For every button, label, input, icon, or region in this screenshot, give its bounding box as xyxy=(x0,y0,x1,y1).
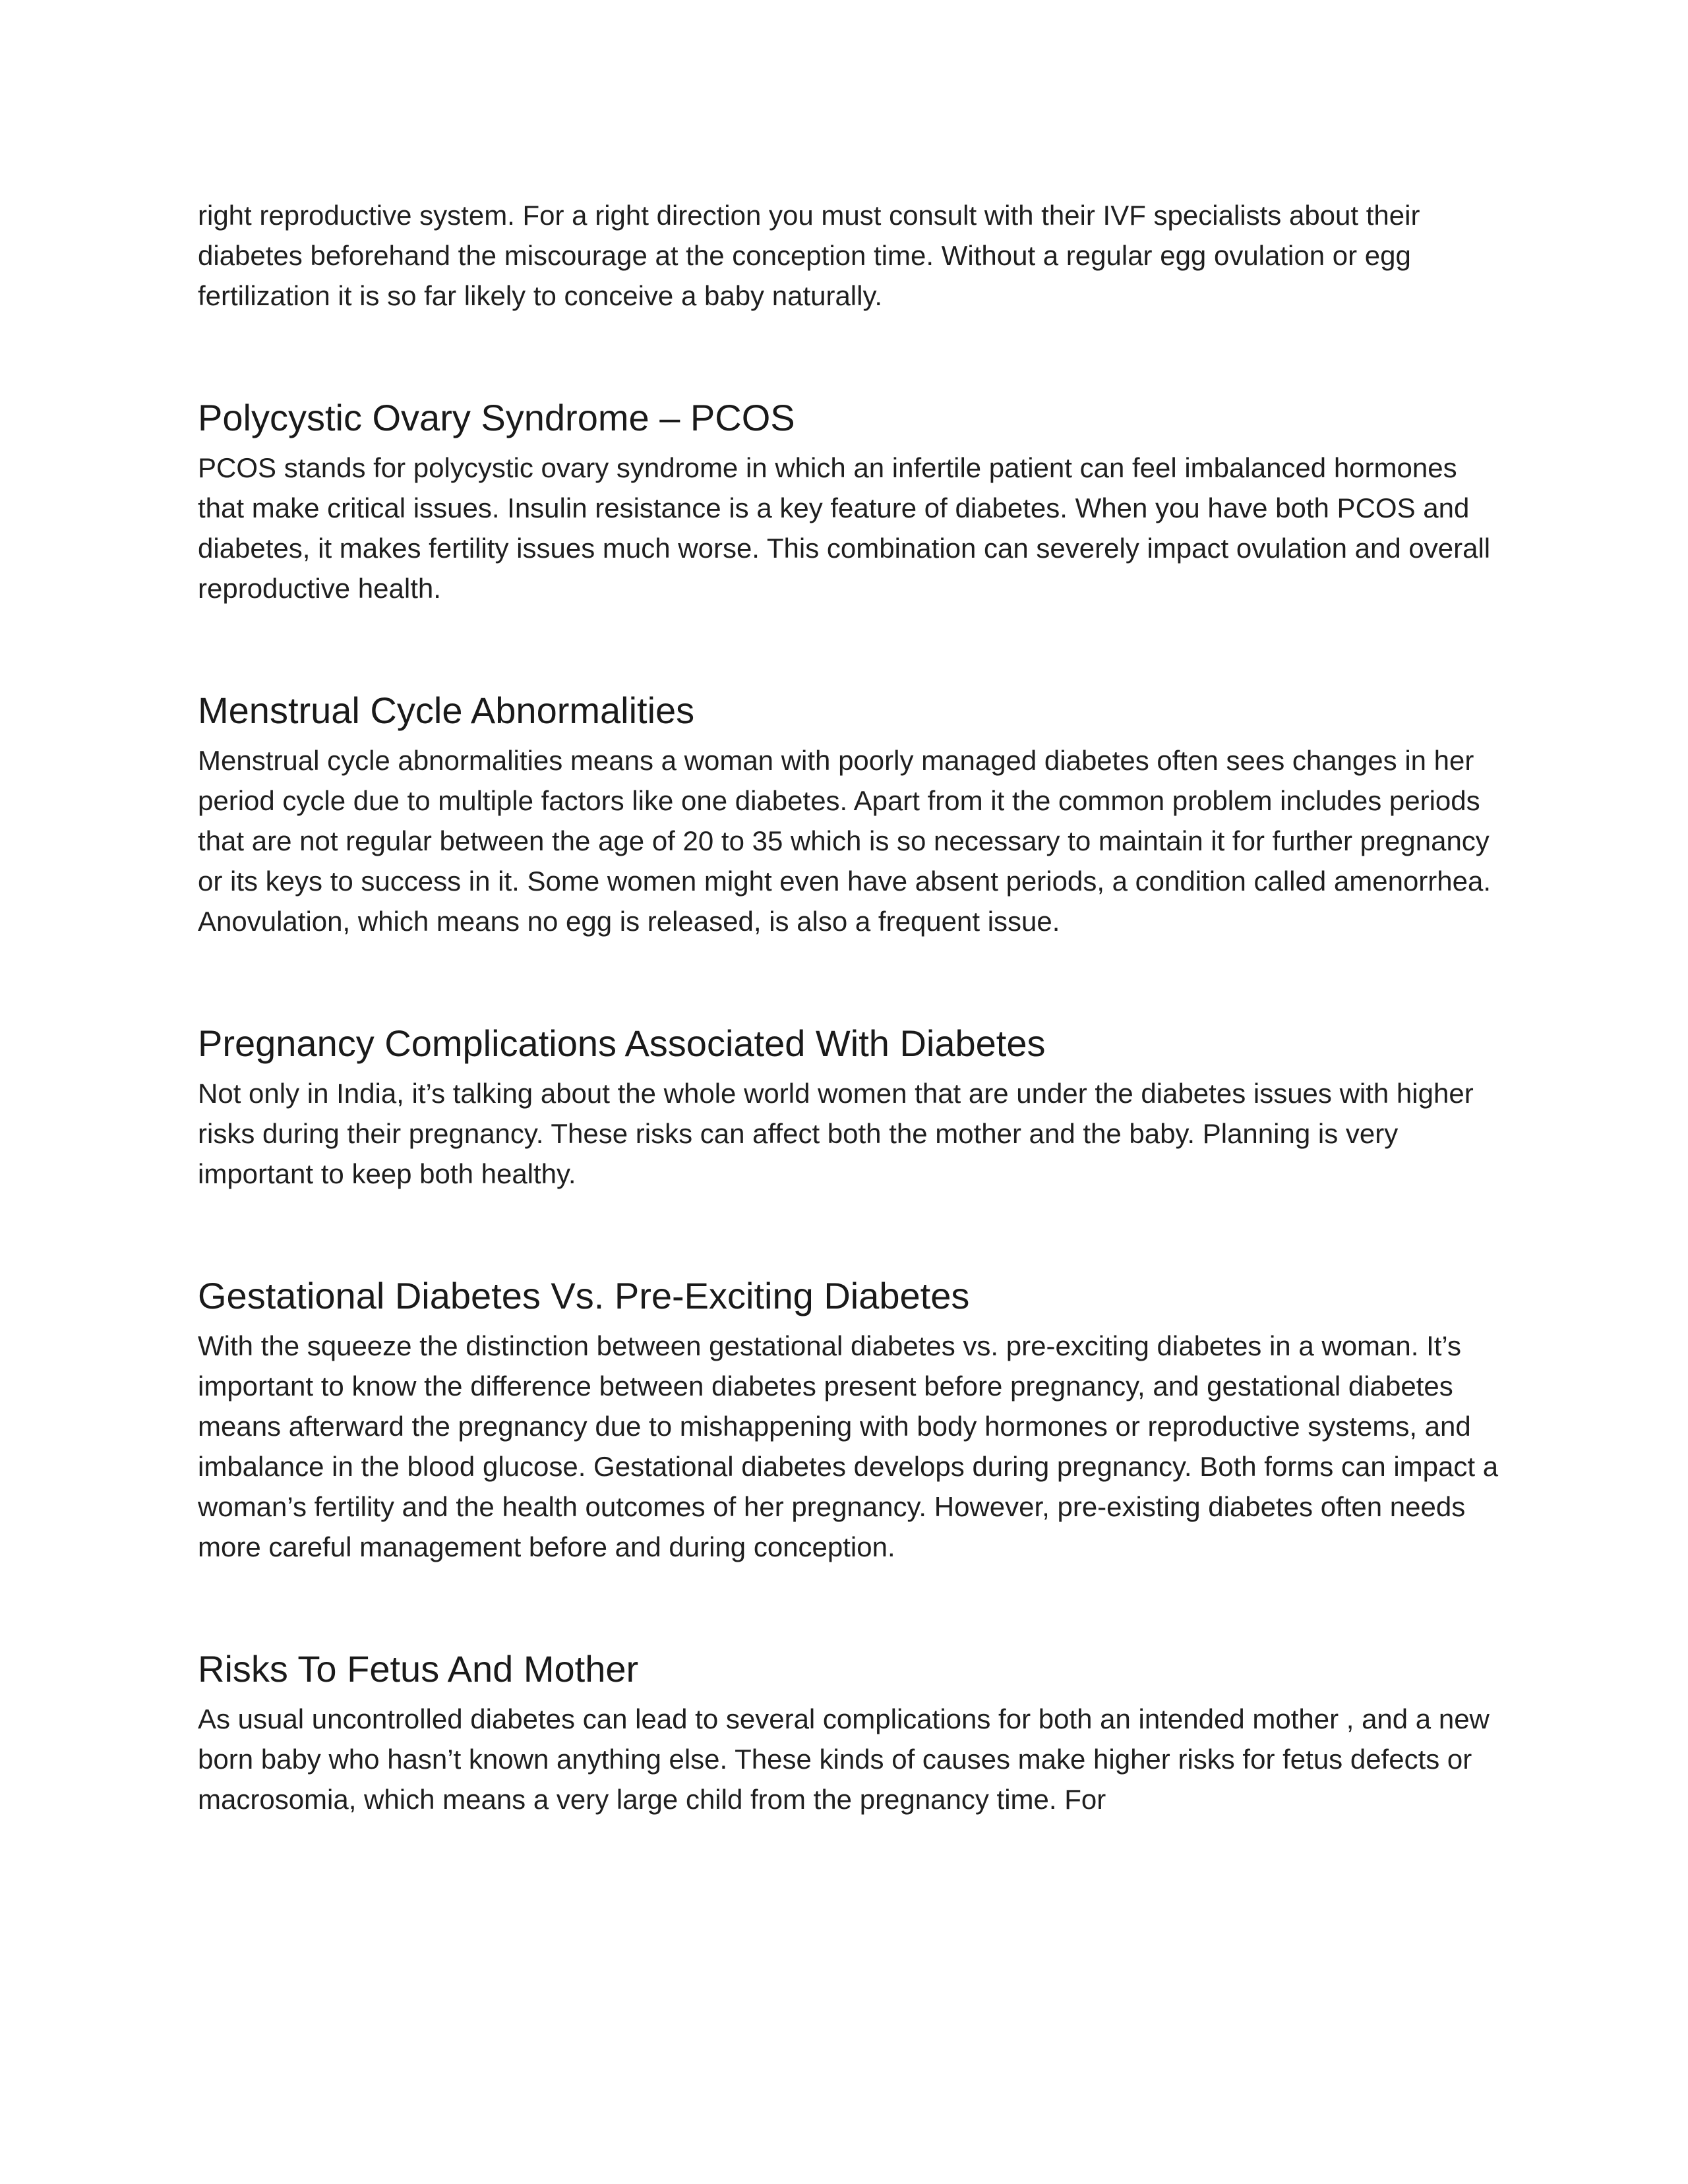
section-paragraph: As usual uncontrolled diabetes can lead to several complications for both an intended mother , and a new born baby who hasn’t known anything else. These kinds of causes make higher risks for fetus defects or macrosomia, which means a very large child from the pregnancy time. For xyxy=(198,1703,1490,1815)
section-pcos xyxy=(198,395,1510,608)
section-paragraph: PCOS stands for polycystic ovary syndrome in which an infertile patient can feel imbalanced hormones that make critical issues. Insulin resistance is a key feature of diabetes. When you have both PCOS and diabetes, it makes fertility issues much worse. This combination can severely impact ovulation and overall reproductive health. xyxy=(198,452,1491,604)
section-gestational-diabetes xyxy=(198,1273,1510,1567)
section-pregnancy-complications xyxy=(198,1020,1510,1194)
section-heading: Menstrual Cycle Abnormalities xyxy=(198,690,695,731)
section-heading: Risks To Fetus And Mother xyxy=(198,1648,639,1690)
intro-paragraph: right reproductive system. For a right direction you must consult with their IVF specialists about their diabetes beforehand the miscourage at the conception time. Without a regular egg ovulation or egg fertilization it is so far likely to conceive a baby naturally. xyxy=(198,200,1420,311)
section-paragraph: Not only in India, it’s talking about the whole world women that are under the diabetes issues with higher risks during their pregnancy. These risks can affect both the mother and the baby. Planning is very important to keep both healthy. xyxy=(198,1078,1474,1189)
document-page xyxy=(198,195,1510,1819)
section-paragraph: With the squeeze the distinction between gestational diabetes vs. pre-exciting diabetes in a woman. It’s important to know the difference between diabetes present before pregnancy, and gestational diabetes means afterward the pregnancy due to mishappening with body hormones or reproductive systems, and imbalance in the blood glucose. Gestational diabetes develops during pregnancy. Both forms can impact a woman’s fertility and the health outcomes of her pregnancy. However, pre-existing diabetes often needs more careful management before and during conception. xyxy=(198,1330,1499,1562)
section-heading: Polycystic Ovary Syndrome – PCOS xyxy=(198,397,795,438)
section-heading: Pregnancy Complications Associated With Diabetes xyxy=(198,1022,1046,1064)
section-menstrual-cycle xyxy=(198,688,1510,941)
section-heading: Gestational Diabetes Vs. Pre-Exciting Diabetes xyxy=(198,1275,970,1316)
section-paragraph: Menstrual cycle abnormalities means a woman with poorly managed diabetes often sees changes in her period cycle due to multiple factors like one diabetes. Apart from it the common problem includes periods that are not regular between the age of 20 to 35 which is so necessary to maintain it for further pregnancy or its keys to success in it. Some women might even have absent periods, a condition called amenorrhea. Anovulation, which means no egg is released, is also a frequent issue. xyxy=(198,745,1492,937)
section-risks-fetus-mother xyxy=(198,1646,1510,1819)
